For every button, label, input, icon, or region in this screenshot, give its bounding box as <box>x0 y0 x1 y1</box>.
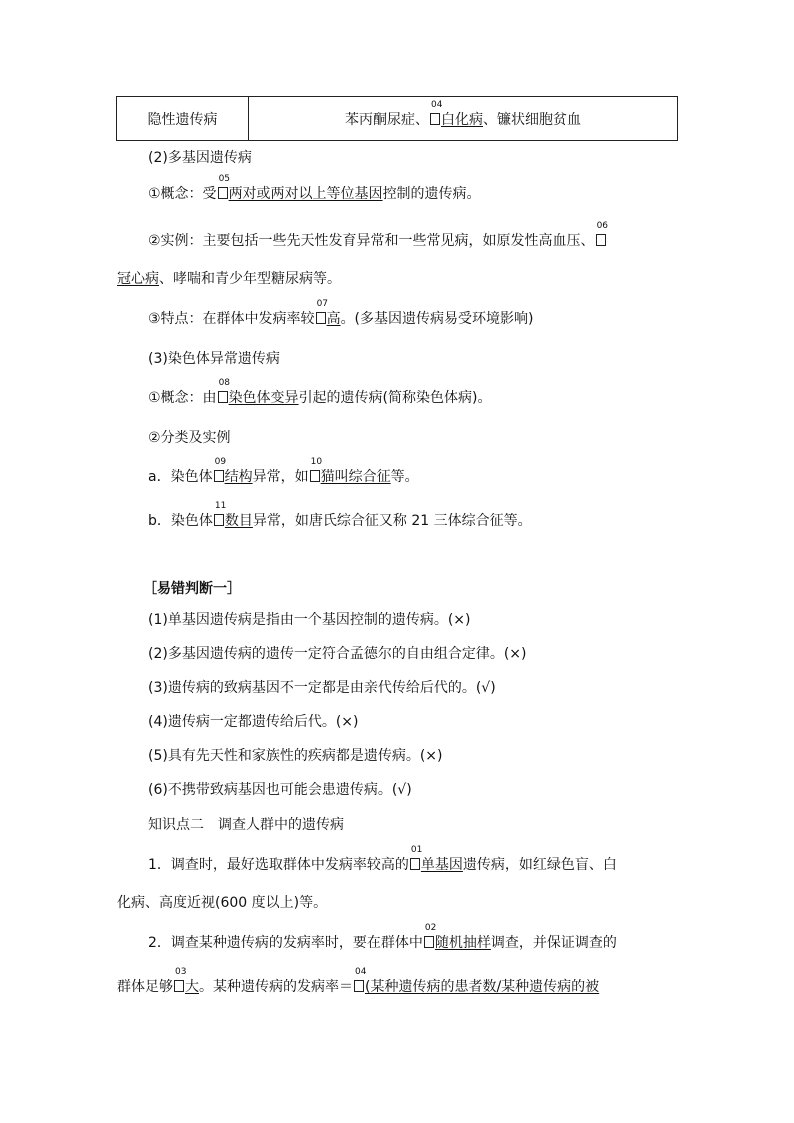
judgment-item: (1)单基因遗传病是指由一个基因控制的遗传病。(×) <box>148 612 471 628</box>
chromosomal-concept: ①概念：由 08 染色体变异引起的遗传病(简称染色体病)。 <box>148 378 492 406</box>
classification-a: a．染色体 09 结构异常，如 10 猫叫综合征等。 <box>148 457 419 485</box>
answer-text: 随机抽样 <box>434 935 491 951</box>
answer-text: (某种遗传病的患者数/某种遗传病的被 <box>365 979 600 995</box>
section-title-polygenic: (2)多基因遗传病 <box>148 150 252 166</box>
disease-table <box>116 96 678 141</box>
polygenic-concept: ①概念：受 05 两对或两对以上等位基因控制的遗传病。 <box>148 174 481 202</box>
survey-paragraph-1: 1．调查时，最好选取群体中发病率较高的 01 单基因遗传病，如红绿色盲、白 <box>148 845 617 873</box>
judgment-item: (2)多基因遗传病的遗传一定符合孟德尔的自由组合定律。(×) <box>148 646 527 662</box>
table-row <box>117 97 678 141</box>
judgment-title: ［易错判断一］ <box>143 581 241 597</box>
survey-paragraph-2: 2．调查某种遗传病的发病率时，要在群体中 02 随机抽样调查，并保证调查的 <box>148 923 617 951</box>
classification-b: b．染色体 11 数目异常，如唐氏综合征又称 21 三体综合征等。 <box>148 501 532 529</box>
answer-text: 高 <box>326 311 341 327</box>
polygenic-feature: ③特点：在群体中发病率较 07 高。(多基因遗传病易受环境影响) <box>148 299 534 327</box>
answer-text: 白化病 <box>441 111 483 128</box>
survey-paragraph-2-line2: 群体足够 03 大。某种遗传病的发病率＝ 04 (某种遗传病的患者数/某种遗传病的被 <box>117 967 600 995</box>
answer-text: 结构 <box>224 469 253 485</box>
judgment-item: (6)不携带致病基因也可能会患遗传病。(√) <box>148 782 412 798</box>
blank-box: 09 <box>214 470 224 482</box>
knowledge-point-title: 知识点二 调查人群中的遗传病 <box>148 817 344 833</box>
answer-text: 染色体变异 <box>228 390 299 406</box>
table-cell-examples: 苯丙酮尿症、 04 白化病、镰状细胞贫血 <box>249 97 678 141</box>
survey-paragraph-1-line2: 化病、高度近视(600 度以上)等。 <box>117 895 328 911</box>
judgment-item: (5)具有先天性和家族性的疾病都是遗传病。(×) <box>148 748 443 764</box>
blank-box: 04 <box>430 113 440 125</box>
judgment-item: (4)遗传病一定都遗传给后代。(×) <box>148 714 359 730</box>
classification-title: ②分类及实例 <box>148 430 231 446</box>
blank-box: 02 <box>424 936 434 948</box>
judgment-item: (3)遗传病的致病基因不一定都是由亲代传给后代的。(√) <box>148 680 496 696</box>
blank-box: 07 <box>316 312 326 324</box>
polygenic-example-line1: ②实例：主要包括一些先天性发育异常和一些常见病，如原发性高血压、 06 <box>148 221 609 249</box>
answer-text: 猫叫综合征 <box>320 469 391 485</box>
blank-box: 05 <box>218 187 228 199</box>
polygenic-example-line2: 冠心病、哮喘和青少年型糖尿病等。 <box>117 271 341 287</box>
blank-box: 11 <box>214 514 224 526</box>
answer-text: 大 <box>185 979 199 995</box>
section-title-chromosomal: (3)染色体异常遗传病 <box>148 351 280 367</box>
blank-box: 01 <box>410 858 420 870</box>
answer-text: 两对或两对以上等位基因 <box>228 186 383 202</box>
blank-box: 04 <box>354 980 364 992</box>
answer-text: 单基因 <box>420 857 463 873</box>
blank-box: 06 <box>596 234 606 246</box>
table-cell-category: 隐性遗传病 <box>117 97 249 141</box>
answer-text: 数目 <box>224 513 253 529</box>
answer-text: 冠心病 <box>117 271 159 287</box>
blank-box: 03 <box>174 980 184 992</box>
blank-box: 08 <box>218 391 228 403</box>
blank-box: 10 <box>310 470 320 482</box>
